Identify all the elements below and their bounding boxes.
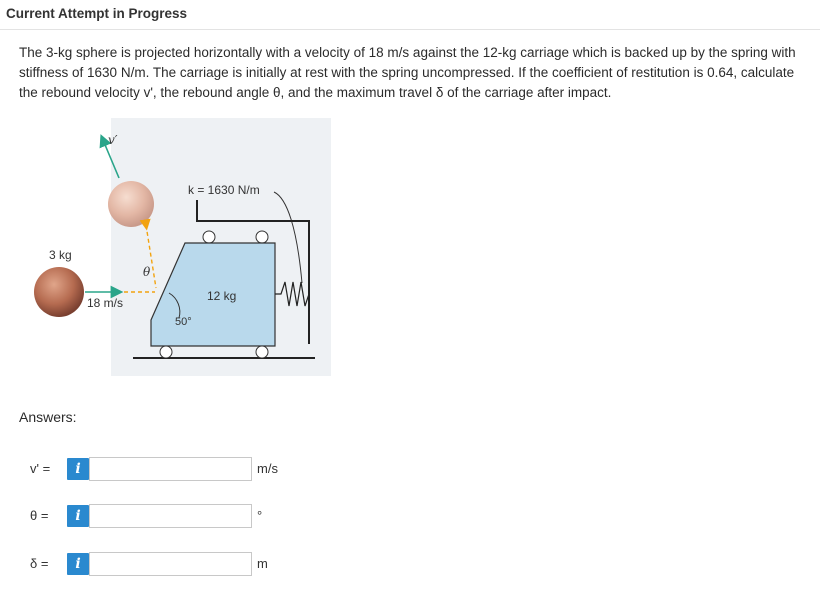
sphere-rebound — [108, 181, 154, 227]
info-icon[interactable]: i — [67, 505, 89, 527]
rebound-velocity-input[interactable] — [89, 457, 252, 481]
wheel — [203, 231, 215, 243]
spring-label: k = 1630 N/m — [188, 183, 260, 197]
wheel — [256, 231, 268, 243]
answer-row-velocity — [0, 455, 820, 483]
answers-label: Answers: — [19, 409, 77, 425]
carriage-mass-label: 12 kg — [207, 289, 237, 303]
sphere-mass-label: 3 kg — [49, 248, 72, 262]
angle-label: 50° — [175, 316, 192, 328]
figure-svg — [19, 118, 331, 378]
page-title: Current Attempt in Progress — [6, 6, 188, 21]
answer-variable-label: θ = — [30, 508, 49, 523]
rebound-angle-input[interactable] — [89, 504, 252, 528]
rebound-velocity-label: v′ — [108, 133, 118, 147]
answer-variable-label: v' = — [30, 461, 51, 476]
problem-line: the rebound velocity v', the rebound angle θ, and the maximum travel δ of the carriage after impact. — [19, 85, 612, 100]
answer-row-travel — [0, 550, 820, 578]
info-icon[interactable]: i — [67, 553, 89, 575]
wheel — [160, 346, 172, 358]
problem-line: The 3-kg sphere is projected horizontally with a velocity of 18 m/s against the 12-kg carriage which is backed up by the spring with — [19, 45, 796, 60]
problem-statement — [19, 43, 819, 103]
answer-unit-label: m/s — [257, 461, 278, 476]
theta-label: θ — [143, 265, 151, 279]
velocity-label: 18 m/s — [87, 296, 124, 310]
sphere-incoming — [34, 267, 84, 317]
problem-line: stiffness of 1630 N/m. The carriage is initially at rest with the spring uncompressed. If the coefficient of restitution is 0.64, calculate — [19, 65, 795, 80]
wheel — [256, 346, 268, 358]
max-travel-input[interactable] — [89, 552, 252, 576]
header-divider — [0, 29, 820, 30]
problem-figure — [19, 118, 331, 378]
info-icon[interactable]: i — [67, 458, 89, 480]
answer-unit-label: m — [257, 556, 268, 571]
answer-unit-label: ° — [257, 508, 263, 523]
answer-row-angle — [0, 502, 820, 530]
answer-variable-label: δ = — [30, 556, 49, 571]
